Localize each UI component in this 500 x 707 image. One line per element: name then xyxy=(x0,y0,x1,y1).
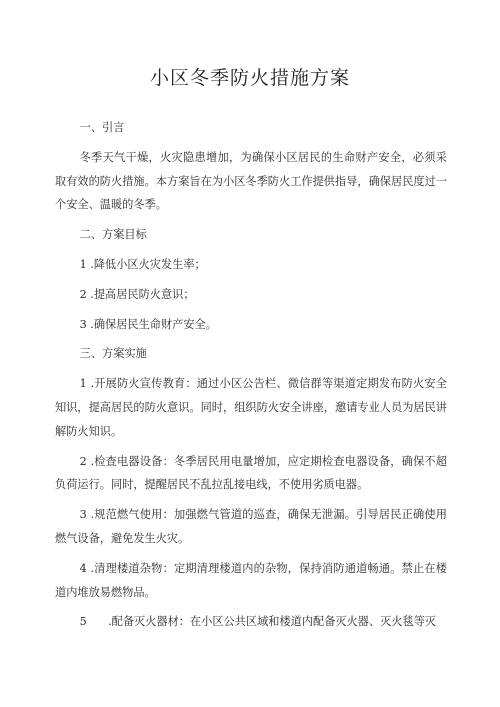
intro-paragraph: 冬季天气干燥，火灾隐患增加，为确保小区居民的生命财产安全，必须采取有效的防火措施。本方案旨在为小区冬季防火工作提供指导，确保居民度过一个安全、温暖的冬季。 xyxy=(55,150,447,212)
implementation-item: 1 .开展防火宣传教育：通过小区公告栏、微信群等渠道定期发布防火安全知识，提高居民的防火意识。同时，组织防火安全讲座，邀请专业人员为居民讲解防火知识。 xyxy=(55,377,447,438)
section-heading-implementation: 三、方案实施 xyxy=(79,347,147,361)
implementation-item: 2 .检查电器设备：冬季居民用电量增加，应定期检查电器设备，确保不超负荷运行。同时，提醒居民不乱拉乱接电线，不使用劣质电器。 xyxy=(55,454,447,492)
implementation-item: 3 .规范燃气使用：加强燃气管道的巡查，确保无泄漏。引导居民正确使用燃气设备，避免发生火灾。 xyxy=(55,508,447,545)
section-heading-intro: 一、引言 xyxy=(79,121,125,134)
document-body xyxy=(55,116,447,640)
section-heading-goals: 二、方案目标 xyxy=(79,228,147,242)
goal-item: 1 .降低小区火灾发生率； xyxy=(79,257,206,271)
implementation-item: 4 .清理楼道杂物：定期清理楼道内的杂物，保持消防通道畅通。禁止在楼道内堆放易燃物品。 xyxy=(55,561,447,599)
document-title: 小区冬季防火措施方案 xyxy=(149,67,350,89)
implementation-item: 5 .配备灭火器材：在小区公共区域和楼道内配备灭火器、灭火毯等灭 xyxy=(79,615,437,629)
goal-item: 2 .提高居民防火意识； xyxy=(79,287,195,301)
goal-item: 3 .确保居民生命财产安全。 xyxy=(79,317,217,331)
